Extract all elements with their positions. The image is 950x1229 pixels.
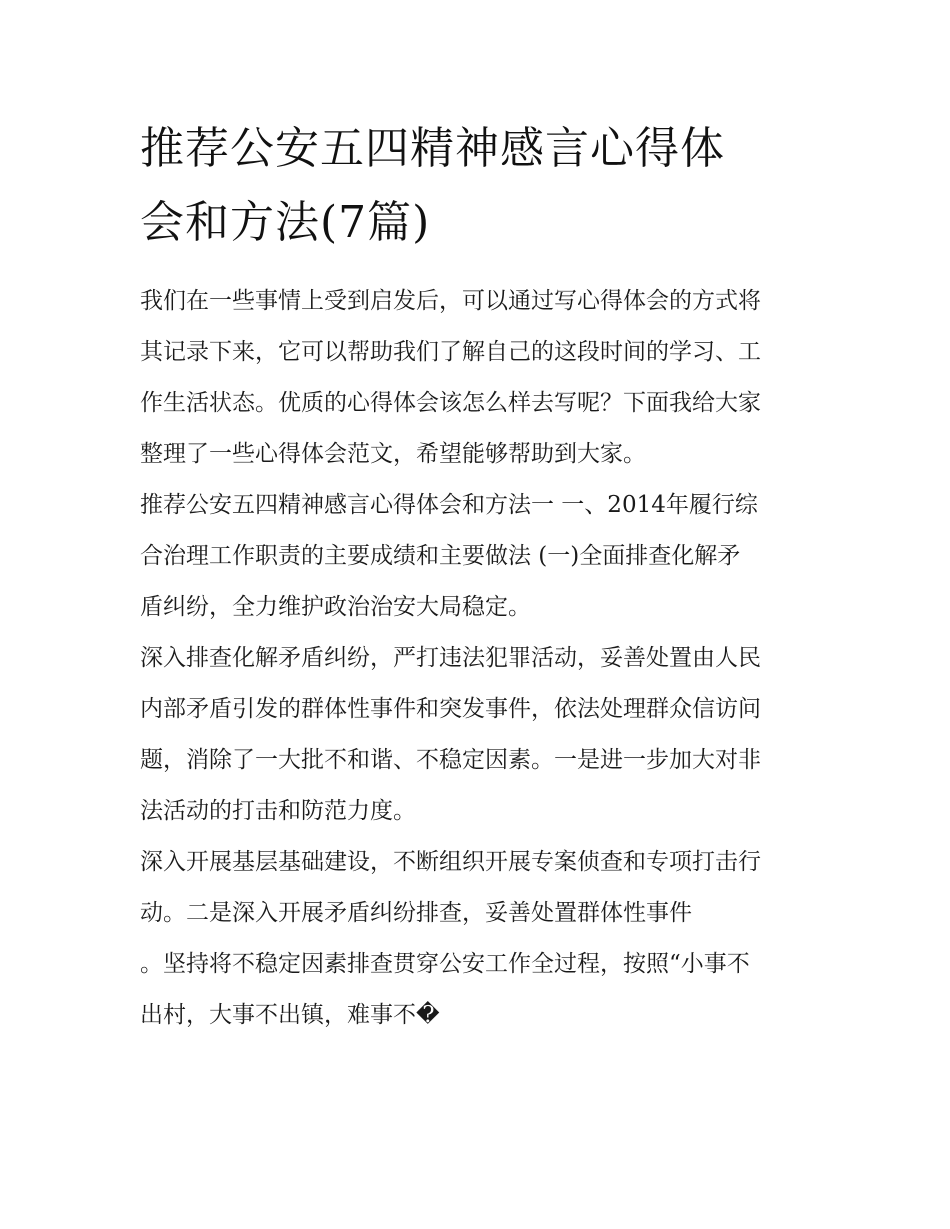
paragraph-dispute-resolution: 深入排查化解矛盾纠纷，严打违法犯罪活动，妥善处置由人民 内部矛盾引发的群体性事件和突发事件，依法处理群众信访问 题，消除了一大批不和谐、不稳定因素。一是进一步加大对非 法活动的打击和防范力度。 xyxy=(140,645,761,824)
paragraph-intro: 我们在一些事情上受到启发后，可以通过写心得体会的方式将 其记录下来，它可以帮助我们了解自己的这段时间的学习、工 作生活状态。优质的心得体会该怎么样去写呢？下面我给大家 整理了一些心得体会范文，希望能够帮助到大家。 xyxy=(140,288,761,467)
paragraph-grassroots: 深入开展基层基础建设，不断组织开展专案侦查和专项打击行 动。二是深入开展矛盾纠纷排查，妥善处置群体性事件 。坚持将不稳定因素排查贯穿公安工作全过程，按照“小事不 出村，大事不出镇，难事不� xyxy=(140,849,761,1028)
document-title: 推荐公安五四精神感言心得体 会和方法(7篇) xyxy=(140,123,725,248)
document-body xyxy=(140,276,820,1041)
paragraph-method-one: 推荐公安五四精神感言心得体会和方法一 一、2014年履行综 合治理工作职责的主要成绩和主要做法 (一)全面排查化解矛 盾纠纷，全力维护政治治安大局稳定。 xyxy=(140,492,758,620)
